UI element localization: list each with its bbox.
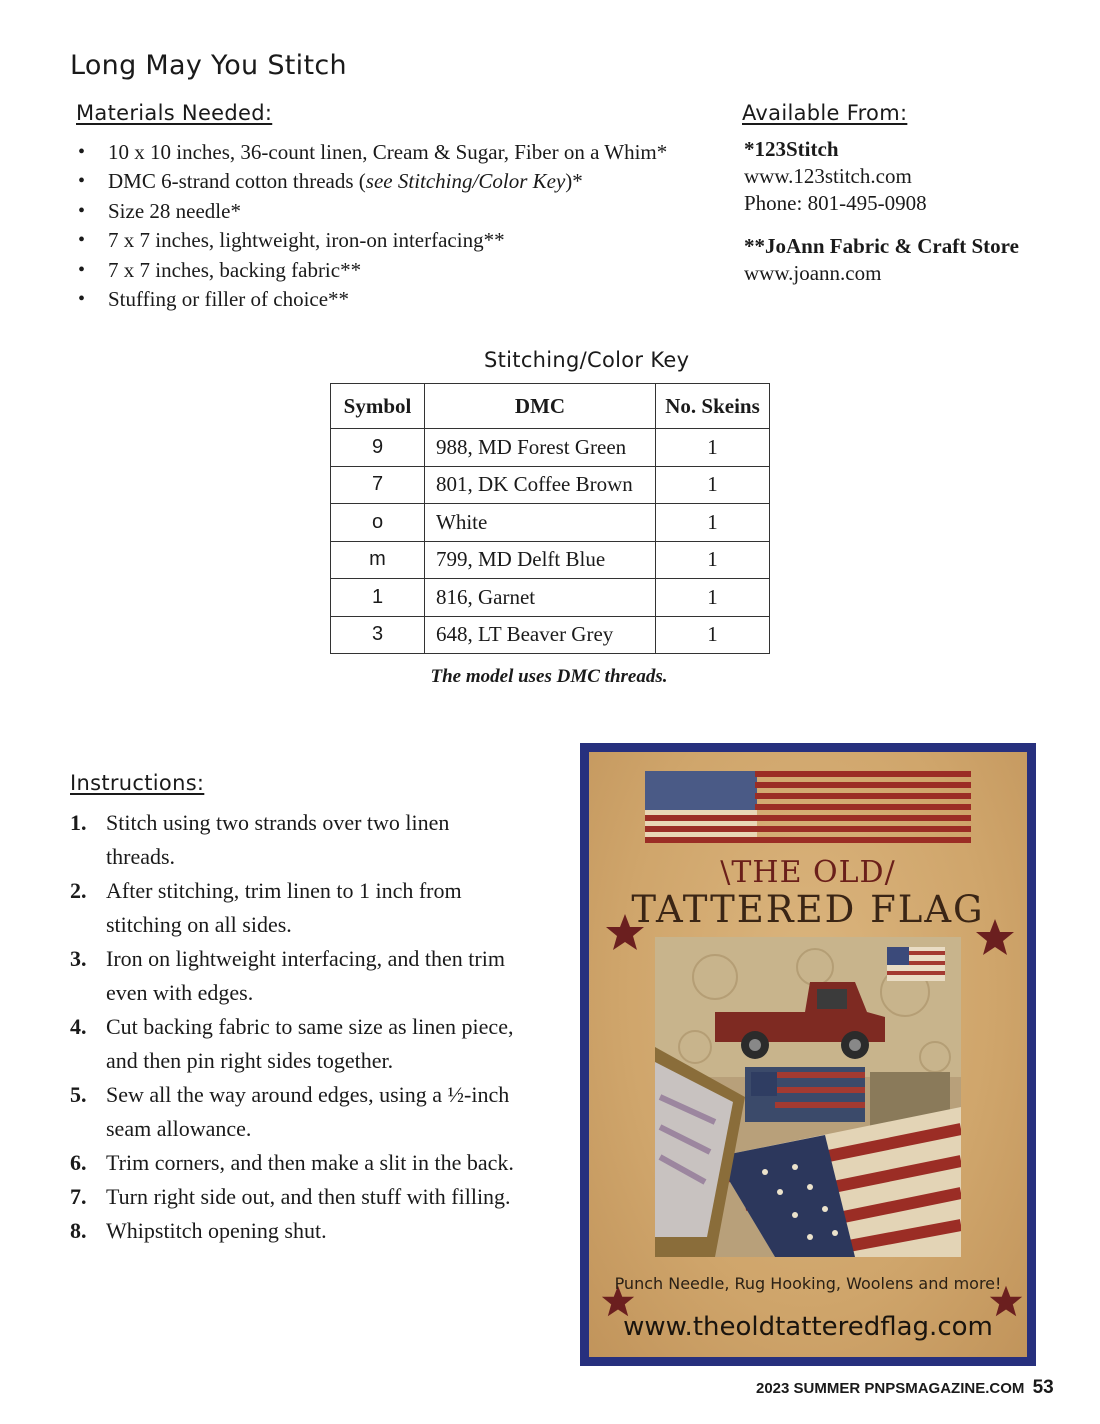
dmc-cell: White [425,504,656,542]
table-note: The model uses DMC threads. [430,666,668,687]
table-row [331,579,770,617]
step-text: Sew all the way around edges, using a ½-inch seam allowance. [106,1082,510,1141]
material-item: • 7 x 7 inches, lightweight, iron-on interfacing** [78,226,667,255]
instructions-list [70,806,520,1248]
skeins-cell: 1 [656,429,770,467]
footer-issue: 2023 SUMMER [756,1380,861,1397]
step-text: Cut backing fabric to same size as linen piece, and then pin right sides together. [106,1014,514,1073]
dmc-cell: 801, DK Coffee Brown [425,466,656,504]
column-header: DMC [425,384,656,429]
instruction-step [70,1078,520,1146]
material-item: • Size 28 needle* [78,197,667,226]
instruction-step [70,942,520,1010]
step-text: Whipstitch opening shut. [106,1218,327,1243]
instruction-step [70,1010,520,1078]
instruction-step [70,806,520,874]
skeins-cell: 1 [656,616,770,654]
step-number: 8. [70,1218,87,1243]
ad-background [589,752,1027,1357]
dmc-cell: 799, MD Delft Blue [425,541,656,579]
step-number: 1. [70,810,87,835]
instruction-step [70,1146,520,1180]
flag-icon [645,771,757,843]
table-row [331,541,770,579]
color-key-table [330,383,770,654]
step-text: After stitching, trim linen to 1 inch from stitching on all sides. [106,878,462,937]
step-number: 3. [70,946,87,971]
page-footer [756,1377,1054,1399]
skeins-cell: 1 [656,466,770,504]
source-name: *123Stitch [744,137,839,161]
source-joann [744,233,1019,287]
step-text: Trim corners, and then make a slit in the back. [106,1150,514,1175]
step-text: Stitch using two strands over two linen threads. [106,810,450,869]
ad-photo [655,937,961,1257]
dmc-cell: 816, Garnet [425,579,656,617]
source-name: **JoAnn Fabric & Craft Store [744,234,1019,258]
instruction-step [70,874,520,942]
symbol-cell: 9 [331,429,425,467]
table-row [331,504,770,542]
material-item-text: DMC 6-strand cotton threads (see Stitching/Color Key)* [108,169,583,194]
skeins-cell: 1 [656,579,770,617]
symbol-cell: 7 [331,466,425,504]
skeins-cell: 1 [656,504,770,542]
material-item: • 7 x 7 inches, backing fabric** [78,256,667,285]
symbol-cell: m [331,541,425,579]
step-number: 2. [70,878,87,903]
step-text: Iron on lightweight interfacing, and then trim even with edges. [106,946,505,1005]
table-row [331,466,770,504]
ad-url[interactable]: www.theoldtatteredflag.com [623,1312,993,1342]
symbol-cell: 1 [331,579,425,617]
footer-site: PNPSMAGAZINE.COM [864,1380,1025,1397]
material-item: • 10 x 10 inches, 36-count linen, Cream & Sugar, Fiber on a Whim* [78,138,667,167]
table-row [331,429,770,467]
source-website[interactable]: www.joann.com [744,261,882,285]
step-text: Turn right side out, and then stuff with filling. [106,1184,511,1209]
table-row [331,616,770,654]
source-website[interactable]: www.123stitch.com [744,164,912,188]
material-item [78,167,667,196]
step-number: 7. [70,1184,87,1209]
symbol-cell: o [331,504,425,542]
ad-title-line1: \THE OLD/ [720,855,896,890]
ad-title-line2: TATTERED FLAG [631,888,985,931]
page-number: 53 [1032,1377,1054,1398]
table-header-row [331,384,770,429]
material-item: • Stuffing or filler of choice** [78,285,667,314]
materials-heading: Materials Needed: [76,101,273,125]
skeins-cell: 1 [656,541,770,579]
instructions-heading: Instructions: [70,771,205,795]
advertisement[interactable] [580,743,1036,1366]
symbol-cell: 3 [331,616,425,654]
step-number: 6. [70,1150,87,1175]
step-number: 5. [70,1082,87,1107]
dmc-cell: 988, MD Forest Green [425,429,656,467]
column-header: Symbol [331,384,425,429]
available-from-heading: Available From: [742,101,908,125]
step-number: 4. [70,1014,87,1039]
instruction-step [70,1180,520,1214]
dmc-cell: 648, LT Beaver Grey [425,616,656,654]
instruction-step [70,1214,520,1248]
column-header: No. Skeins [656,384,770,429]
page-title: Long May You Stitch [70,50,347,81]
star-icon [605,912,645,952]
source-123stitch [744,136,927,217]
flag-stripes-icon [755,771,971,843]
ad-tagline: Punch Needle, Rug Hooking, Woolens and more! [614,1274,1002,1293]
materials-list [78,138,667,314]
star-icon [975,917,1015,957]
source-phone: Phone: 801-495-0908 [744,191,927,215]
color-key-heading: Stitching/Color Key [484,348,690,372]
